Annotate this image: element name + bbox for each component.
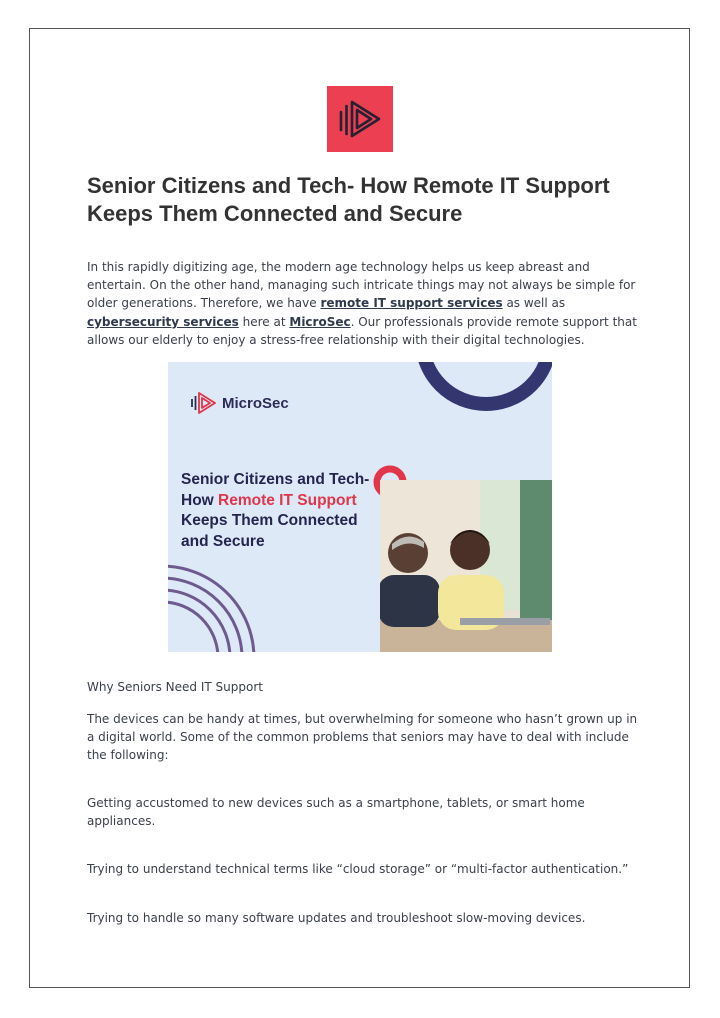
page-title: Senior Citizens and Tech- How Remote IT Support Keeps Them Connected and Secure xyxy=(87,173,610,226)
paragraph-devices: The devices can be handy at times, but overwhelming for someone who hasn’t grown up in a digital world. Some of the common problems that seniors may have to deal with include the following: xyxy=(87,712,638,763)
banner-arc-top-right xyxy=(422,362,550,404)
section-heading: Why Seniors Need IT Support xyxy=(87,680,263,694)
banner-arc-bottom-3 xyxy=(168,590,230,652)
microsec-link[interactable]: MicroSec xyxy=(289,314,351,329)
play-logo-icon xyxy=(327,86,393,152)
seniors-photo xyxy=(380,480,552,652)
banner-brand xyxy=(190,392,289,414)
banner-brand-name: MicroSec xyxy=(222,394,289,412)
intro-paragraph: In this rapidly digitizing age, the modern age technology helps us keep abreast and entertain. On the other hand, managing such intricate things may not always be simple for older generations. Therefore, we have remote IT support services as well as cybersecurity services here at MicroSec. Our professionals provide remote support that allows our elderly to enjoy a stress-free relationship with their digital technologies. xyxy=(87,260,637,347)
banner-headline: Senior Citizens and Tech- How Remote IT Support Keeps Them Connected and Secure xyxy=(181,471,370,550)
paragraph-technical-terms: Trying to understand technical terms like “cloud storage” or “multi-factor authentication.” xyxy=(87,862,629,876)
paragraph-new-devices: Getting accustomed to new devices such as a smartphone, tablets, or smart home appliances. xyxy=(87,796,585,829)
article-banner-image xyxy=(168,362,552,652)
remote-it-support-link[interactable]: remote IT support services xyxy=(320,296,503,311)
banner-arc-bottom-2 xyxy=(168,578,242,652)
paragraph-software-updates: Trying to handle so many software updates and troubleshoot slow-moving devices. xyxy=(87,911,586,925)
microsec-logo xyxy=(327,86,393,152)
cybersecurity-services-link[interactable]: cybersecurity services xyxy=(87,314,239,329)
banner-logo-icon xyxy=(190,392,216,414)
